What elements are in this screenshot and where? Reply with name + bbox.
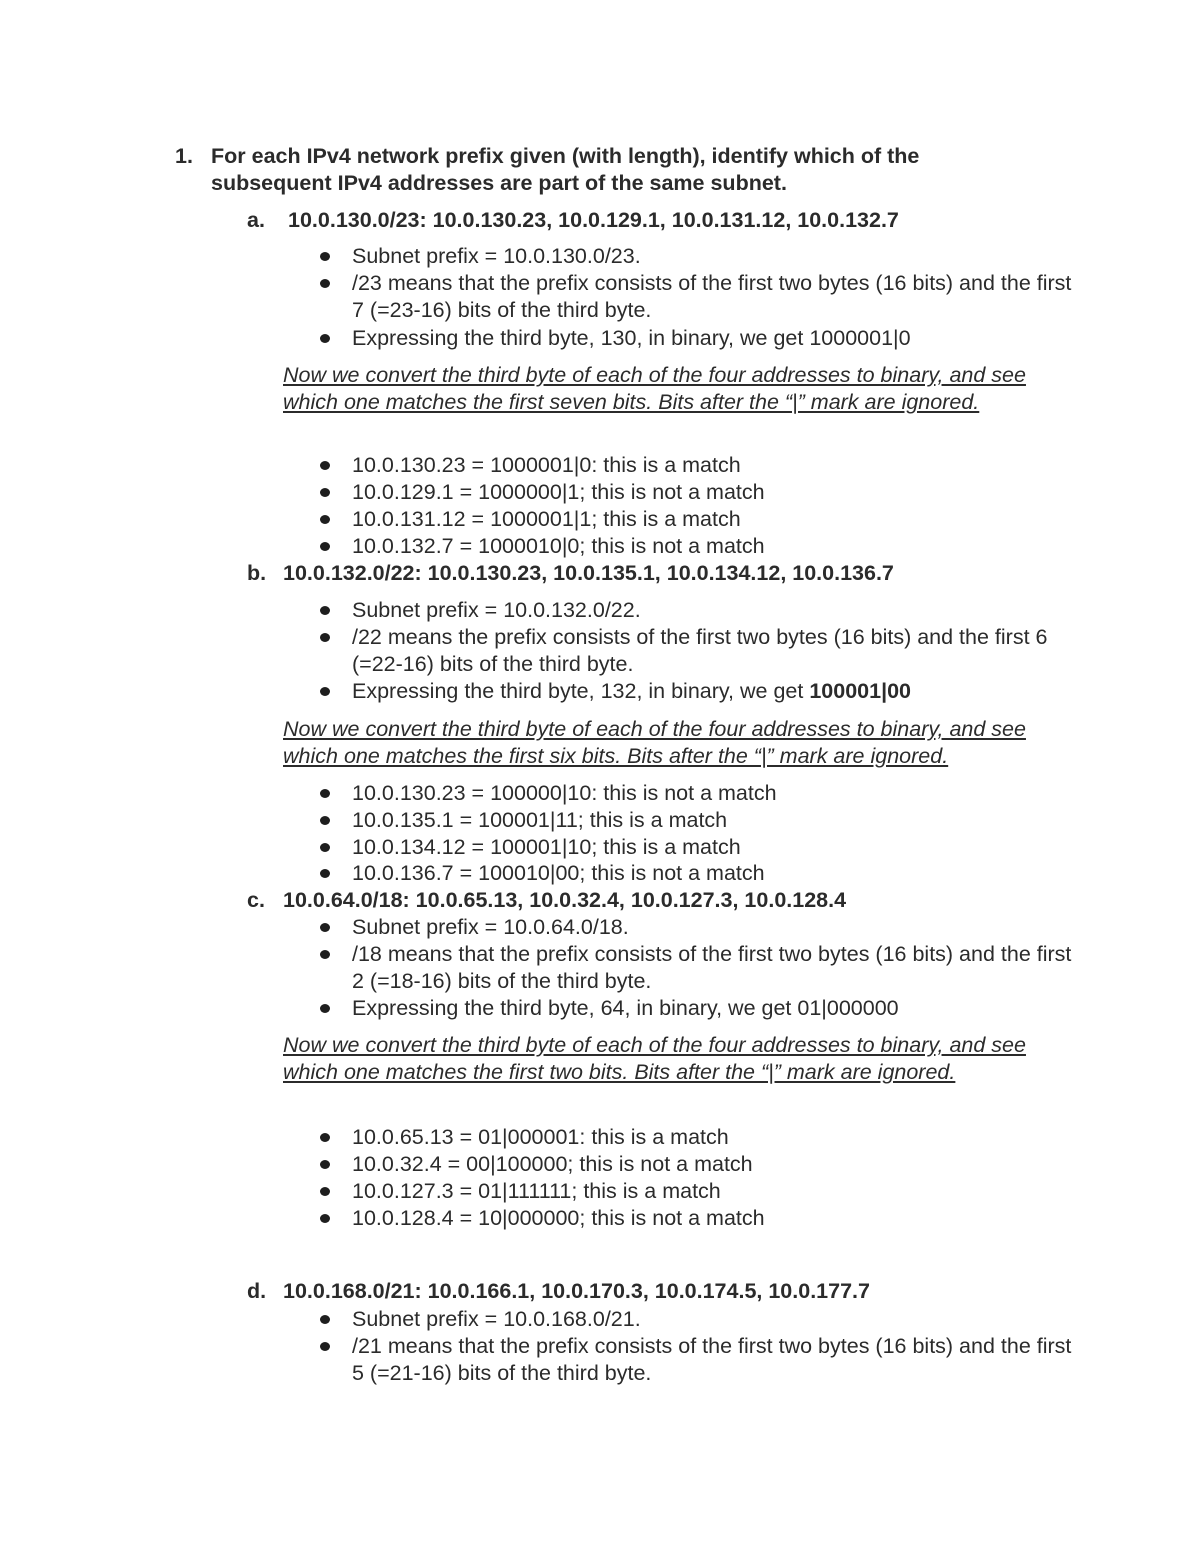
part-b-result-1: 10.0.130.23 = 100000|10: this is not a match bbox=[352, 781, 777, 805]
bullet-icon bbox=[320, 687, 330, 696]
part-d-heading: 10.0.168.0/21: 10.0.166.1, 10.0.170.3, 10.0.174.5, 10.0.177.7 bbox=[283, 1279, 870, 1303]
part-a-result-2: 10.0.129.1 = 1000000|1; this is not a match bbox=[352, 480, 765, 504]
part-c-info-2: /18 means that the prefix consists of the first two bytes (16 bits) and the first 2 (=18-16) bits of the third byte. bbox=[352, 942, 1072, 993]
part-b-note: Now we convert the third byte of each of the four addresses to binary, and see which one matches the first six bits. Bits after the “|” mark are ignored. bbox=[283, 717, 1026, 768]
bullet-icon bbox=[320, 950, 330, 959]
bullet-icon bbox=[320, 334, 330, 343]
bullet-icon bbox=[320, 869, 330, 878]
part-a-note: Now we convert the third byte of each of the four addresses to binary, and see which one matches the first seven bits. Bits after the “|” mark are ignored. bbox=[283, 363, 1026, 414]
part-b-info-3 bbox=[352, 678, 1072, 705]
bullet-icon bbox=[320, 789, 330, 798]
part-b-info-1: Subnet prefix = 10.0.132.0/22. bbox=[352, 598, 641, 622]
part-c-result-3: 10.0.127.3 = 01|111111; this is a match bbox=[352, 1179, 721, 1203]
bullet-icon bbox=[320, 1214, 330, 1223]
part-d-info-1: Subnet prefix = 10.0.168.0/21. bbox=[352, 1307, 641, 1331]
bullet-icon bbox=[320, 816, 330, 825]
bullet-icon bbox=[320, 923, 330, 932]
question-number: 1. bbox=[175, 144, 193, 168]
bullet-icon bbox=[320, 606, 330, 615]
bullet-icon bbox=[320, 461, 330, 470]
part-b-info-3-text: Expressing the third byte, 132, in binary, we get bbox=[352, 679, 810, 703]
part-a-heading: 10.0.130.0/23: 10.0.130.23, 10.0.129.1, 10.0.131.12, 10.0.132.7 bbox=[288, 208, 899, 232]
bullet-icon bbox=[320, 542, 330, 551]
bullet-icon bbox=[320, 633, 330, 642]
part-b-result-3: 10.0.134.12 = 100001|10; this is a match bbox=[352, 835, 741, 859]
part-a-label: a. bbox=[247, 208, 265, 232]
part-c-label: c. bbox=[247, 888, 265, 912]
part-b-result-4: 10.0.136.7 = 100010|00; this is not a match bbox=[352, 861, 765, 885]
part-a-info-2: /23 means that the prefix consists of the first two bytes (16 bits) and the first 7 (=23-16) bits of the third byte. bbox=[352, 271, 1072, 322]
part-a-info-3: Expressing the third byte, 130, in binary, we get 1000001|0 bbox=[352, 326, 911, 350]
part-b-heading: 10.0.132.0/22: 10.0.130.23, 10.0.135.1, 10.0.134.12, 10.0.136.7 bbox=[283, 561, 894, 585]
part-b-info-2: /22 means the prefix consists of the first two bytes (16 bits) and the first 6 (=22-16) bits of the third byte. bbox=[352, 625, 1048, 676]
bullet-icon bbox=[320, 1315, 330, 1324]
part-a-result-1: 10.0.130.23 = 1000001|0: this is a match bbox=[352, 453, 741, 477]
part-a-result-4: 10.0.132.7 = 1000010|0; this is not a match bbox=[352, 534, 765, 558]
bullet-icon bbox=[320, 279, 330, 288]
part-d-info-2: /21 means that the prefix consists of the first two bytes (16 bits) and the first 5 (=21-16) bits of the third byte. bbox=[352, 1334, 1072, 1385]
bullet-icon bbox=[320, 252, 330, 261]
bullet-icon bbox=[320, 1342, 330, 1351]
part-c-result-2: 10.0.32.4 = 00|100000; this is not a match bbox=[352, 1152, 753, 1176]
bullet-icon bbox=[320, 1004, 330, 1013]
part-d-label: d. bbox=[247, 1279, 267, 1303]
bullet-icon bbox=[320, 488, 330, 497]
question-text: For each IPv4 network prefix given (with length), identify which of the subsequent IPv4 addresses are part of the same subnet. bbox=[211, 144, 920, 195]
bullet-icon bbox=[320, 1187, 330, 1196]
part-a-result-3: 10.0.131.12 = 1000001|1; this is a match bbox=[352, 507, 741, 531]
bullet-icon bbox=[320, 843, 330, 852]
part-b-result-2: 10.0.135.1 = 100001|11; this is a match bbox=[352, 808, 728, 832]
bullet-icon bbox=[320, 515, 330, 524]
part-c-result-4: 10.0.128.4 = 10|000000; this is not a match bbox=[352, 1206, 765, 1230]
part-b-label: b. bbox=[247, 561, 267, 585]
bullet-icon bbox=[320, 1133, 330, 1142]
bullet-icon bbox=[320, 1160, 330, 1169]
part-c-info-3: Expressing the third byte, 64, in binary, we get 01|000000 bbox=[352, 996, 899, 1020]
part-c-info-1: Subnet prefix = 10.0.64.0/18. bbox=[352, 915, 629, 939]
part-a-info-1: Subnet prefix = 10.0.130.0/23. bbox=[352, 244, 641, 268]
part-c-heading: 10.0.64.0/18: 10.0.65.13, 10.0.32.4, 10.0.127.3, 10.0.128.4 bbox=[283, 888, 847, 912]
part-c-note: Now we convert the third byte of each of the four addresses to binary, and see which one matches the first two bits. Bits after the “|” mark are ignored. bbox=[283, 1033, 1026, 1084]
part-c-result-1: 10.0.65.13 = 01|000001: this is a match bbox=[352, 1125, 729, 1149]
part-b-binary-value: 100001|00 bbox=[809, 679, 912, 703]
